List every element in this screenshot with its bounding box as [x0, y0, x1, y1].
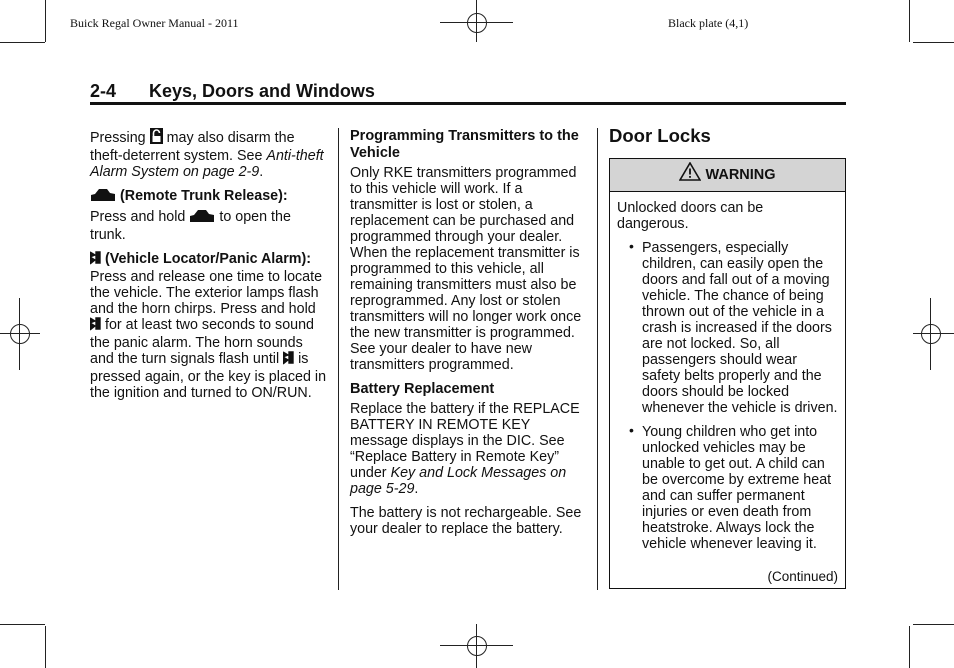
warning-label: WARNING: [705, 167, 776, 183]
panic-alarm-icon: [283, 351, 294, 369]
print-label-left: Buick Regal Owner Manual - 2011: [70, 16, 239, 30]
print-label-right: Black plate (4,1): [668, 16, 749, 30]
trunk-paragraph: Press and hold to open the trunk.: [90, 209, 291, 243]
column-3: [609, 125, 846, 147]
locator-paragraph: (Vehicle Locator/Panic Alarm): Press and release one time to locate the vehicle. The exterior lamps flash and the horn chirps. Press and hold for at least two seconds to sound the panic alarm. The horn sounds and the turn signals flash until is pressed again, or the key is placed in the ignition and turned to ON/RUN.: [90, 251, 327, 401]
panic-alarm-icon: [90, 317, 101, 335]
cross-reference: Anti-theft Alarm System on page 2-9: [90, 148, 324, 180]
crop-mark: [913, 624, 954, 625]
crop-mark: [909, 0, 910, 42]
list-item: • Young children who get into unlocked vehicles may be unable to get out. A child can be overcome by extreme heat and can suffer permanent injuries or even death from heatstroke. Always lock the vehicle whenever leaving it.: [629, 422, 832, 552]
warning-intro: Unlocked doors can be dangerous.: [617, 200, 764, 232]
continued-label: (Continued): [767, 569, 838, 584]
cross-reference: Key and Lock Messages on page 5-29: [350, 465, 567, 497]
page-number: 2-4: [90, 81, 117, 101]
battery-paragraph: Replace the battery if the REPLACE BATTERY IN REMOTE KEY message displays in the DIC. See “Replace Battery in Remote Key” under Key and Lock Messages on page 5-29.: [350, 401, 580, 497]
heading-battery-replacement: Battery Replacement: [350, 381, 495, 397]
disarm-paragraph: Pressing may also disarm the theft-deterrent system. See Anti-theft Alarm System on page 2-9.: [90, 130, 324, 180]
door-locks-title: Door Locks: [609, 125, 711, 146]
unlock-icon: [150, 128, 163, 148]
programming-paragraph: Only RKE transmitters programmed to this vehicle will work. If a transmitter is lost or stolen, a replacement can be purchased and programmed through your dealer. When the replacement transmitter is programmed to this vehicle, all remaining transmitters must also be reprogrammed. Any lost or stolen transmitters will no longer work once the new transmitter is programmed. See your dealer to have new transmitters programmed.: [350, 165, 582, 373]
bullet-icon: •: [629, 422, 634, 438]
battery-note-paragraph: The battery is not rechargeable. See your dealer to replace the battery.: [350, 505, 582, 537]
page-header: [90, 80, 846, 105]
crop-mark: [45, 626, 46, 668]
column-divider: [597, 128, 598, 590]
crop-mark: [0, 624, 45, 625]
crop-mark: [913, 42, 954, 43]
section-title: Keys, Doors and Windows: [149, 81, 375, 101]
list-item: • Passengers, especially children, can easily open the doors and fall out of a moving vehicle. The chance of being thrown out of the vehicle in a crash is increased if the doors are not locked. So, all passengers should wear safety belts properly and the doors should be locked whenever the vehicle is driven.: [629, 238, 838, 416]
crop-mark: [0, 42, 45, 43]
remote-trunk-icon: [189, 209, 215, 227]
warning-box: [609, 158, 846, 589]
warning-header: [610, 159, 845, 192]
remote-trunk-icon: [90, 188, 116, 206]
column-divider: [338, 128, 339, 590]
column-1: [90, 128, 330, 409]
bullet-icon: •: [629, 238, 634, 254]
warning-body: [610, 192, 845, 552]
trunk-heading-line: (Remote Trunk Release):: [90, 188, 330, 206]
crop-mark: [45, 0, 46, 42]
panic-alarm-icon: [90, 251, 101, 269]
warning-triangle-icon: [679, 161, 701, 193]
crop-mark: [909, 626, 910, 668]
heading-programming-transmitters: Programming Transmitters to the Vehicle: [350, 128, 579, 161]
column-2: [350, 128, 590, 545]
